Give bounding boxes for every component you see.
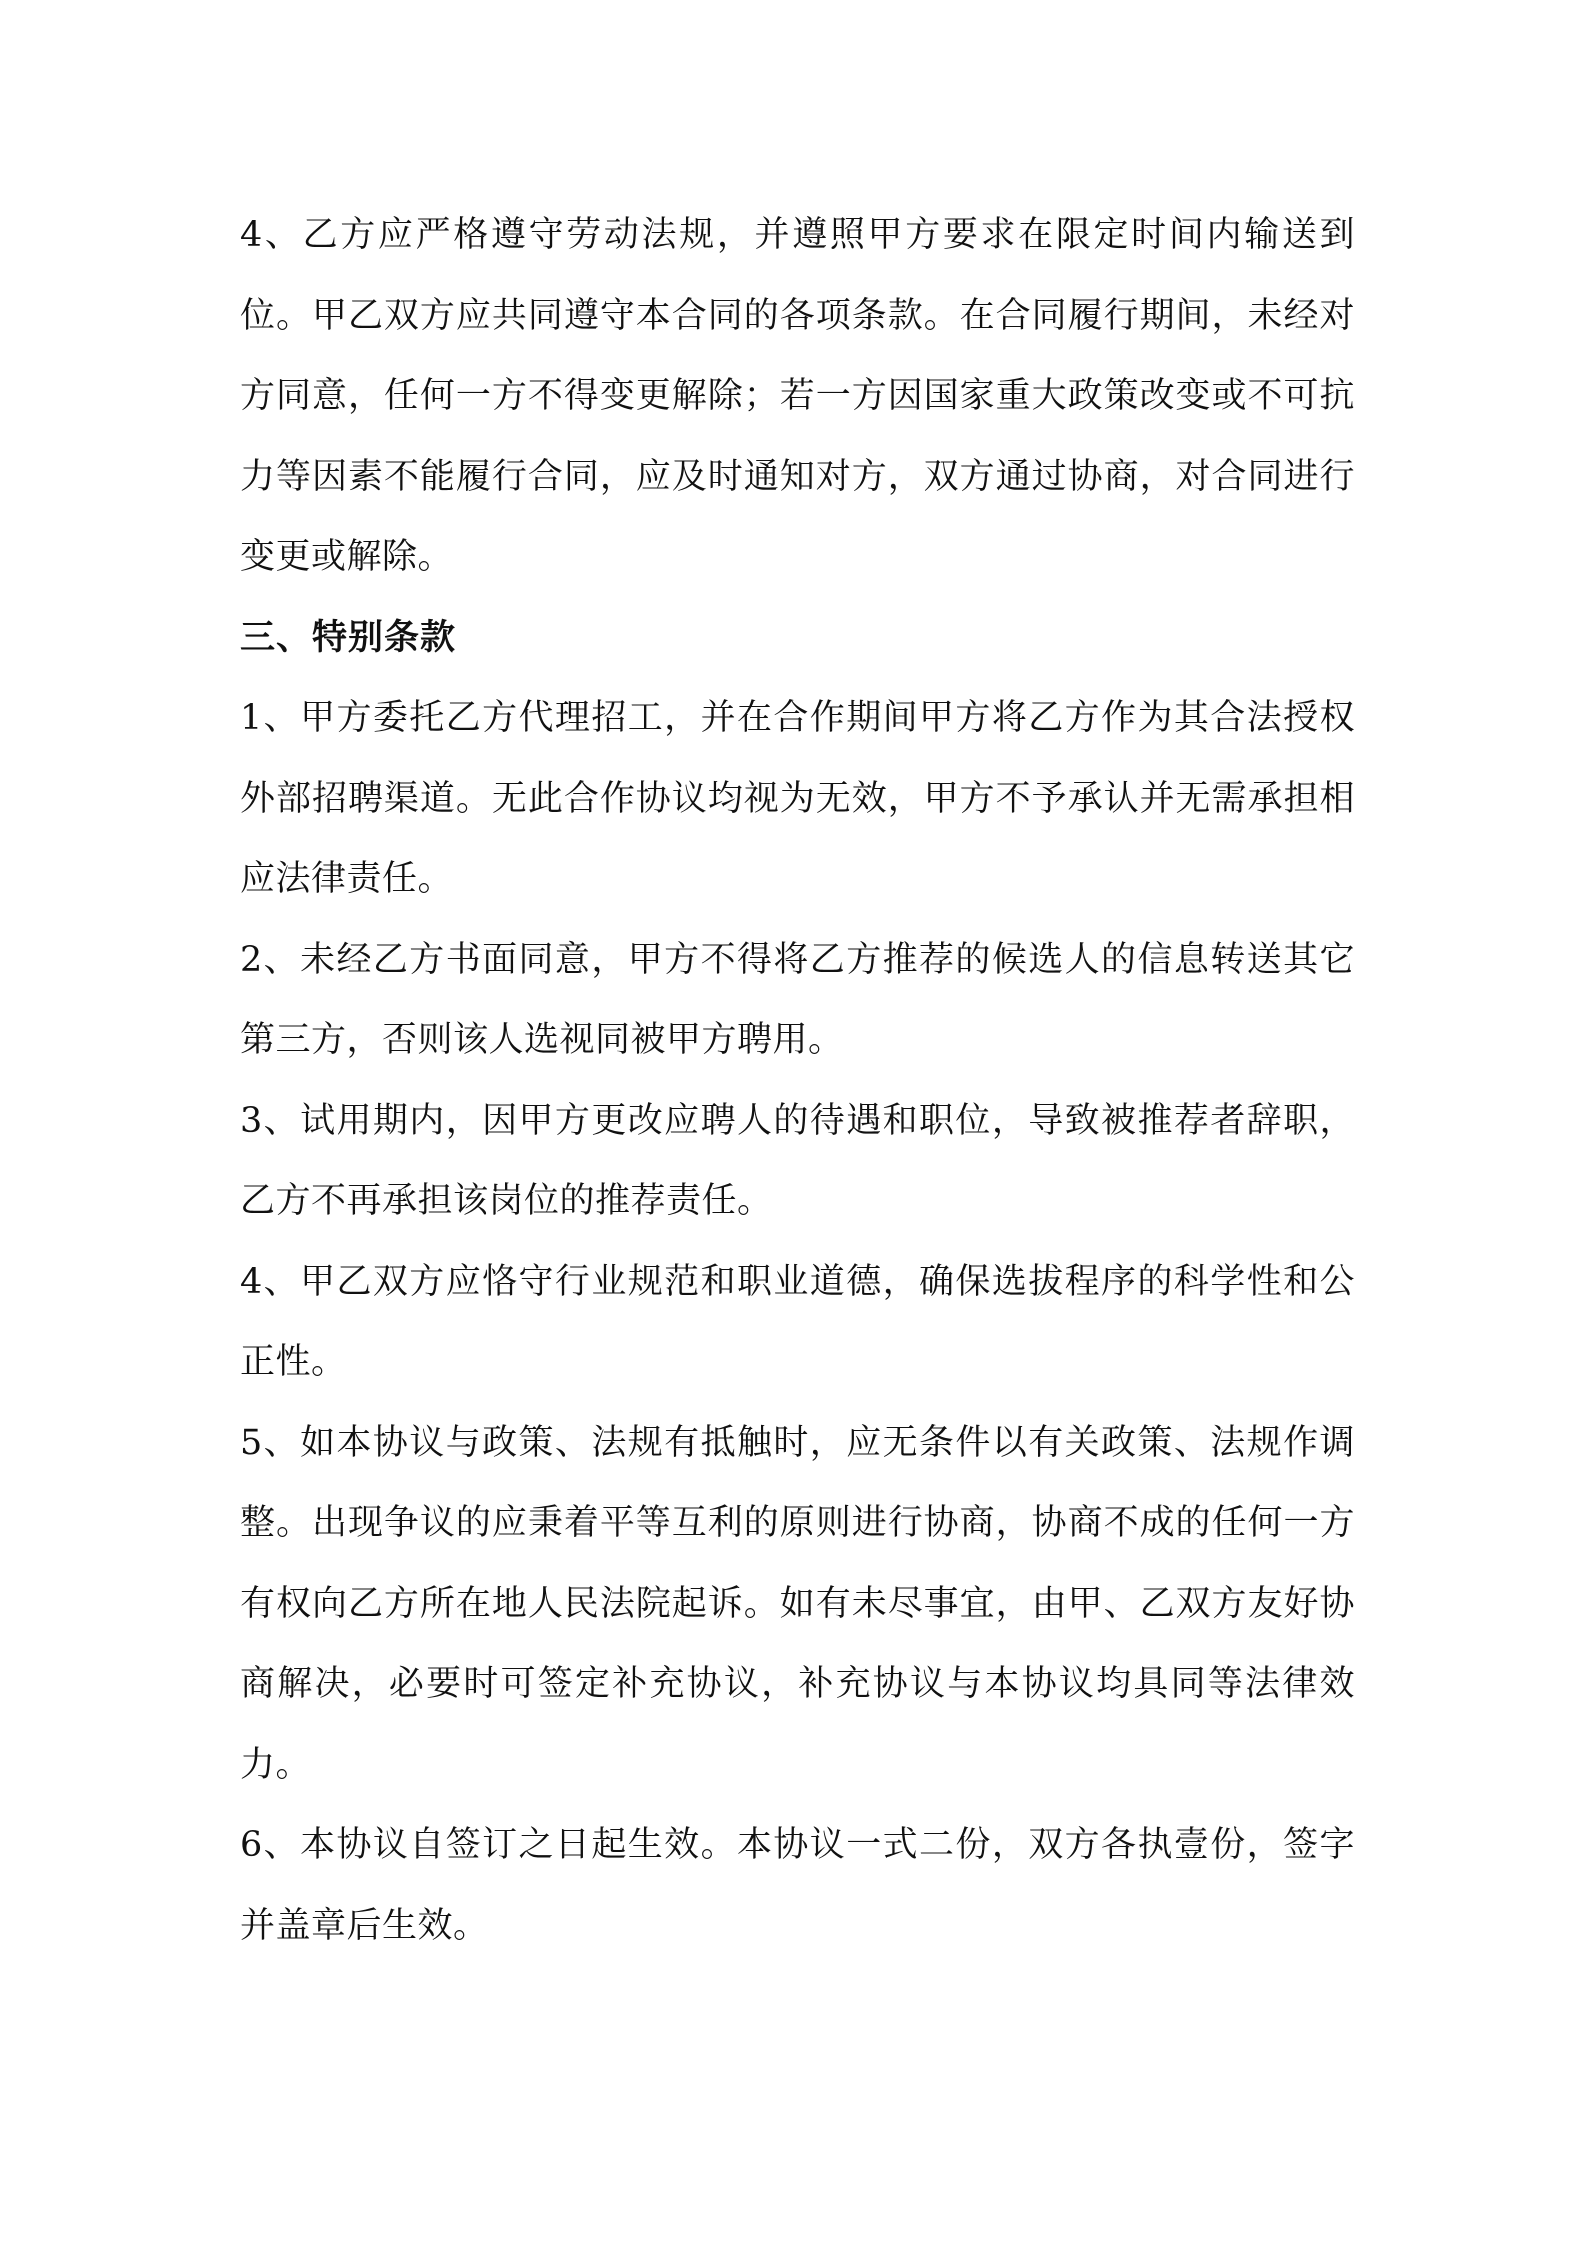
special-clause-2: 2、未经乙方书面同意，甲方不得将乙方推荐的候选人的信息转送其它第三方，否则该人选视同被甲方聘用。 xyxy=(240,939,1355,1060)
special-clause-1: 1、甲方委托乙方代理招工，并在合作期间甲方将乙方作为其合法授权外部招聘渠道。无此合作协议均视为无效，甲方不予承认并无需承担相应法律责任。 xyxy=(240,698,1355,899)
special-clause-4: 4、甲乙双方应恪守行业规范和职业道德，确保选拔程序的科学性和公正性。 xyxy=(240,1261,1355,1382)
special-clause-6: 6、本协议自签订之日起生效。本协议一式二份，双方各执壹份，签字并盖章后生效。 xyxy=(240,1825,1355,1946)
section-heading-special-terms: 三、特别条款 xyxy=(240,616,457,658)
clause-2-4-performance: 4、乙方应严格遵守劳动法规，并遵照甲方要求在限定时间内输送到位。甲乙双方应共同遵守本合同的各项条款。在合同履行期间，未经对方同意，任何一方不得变更解除；若一方因国家重大政策改变或不可抗力等因素不能履行合同，应及时通知对方，双方通过协商，对合同进行变更或解除。 xyxy=(240,215,1355,577)
special-clause-5: 5、如本协议与政策、法规有抵触时，应无条件以有关政策、法规作调整。出现争议的应秉着平等互利的原则进行协商，协商不成的任何一方有权向乙方所在地人民法院起诉。如有未尽事宜，由甲、乙双方友好协商解决，必要时可签定补充协议，补充协议与本协议均具同等法律效力。 xyxy=(240,1422,1355,1785)
document-page xyxy=(240,195,1355,1966)
special-clause-3: 3、试用期内，因甲方更改应聘人的待遇和职位，导致被推荐者辞职，乙方不再承担该岗位的推荐责任。 xyxy=(240,1100,1355,1221)
